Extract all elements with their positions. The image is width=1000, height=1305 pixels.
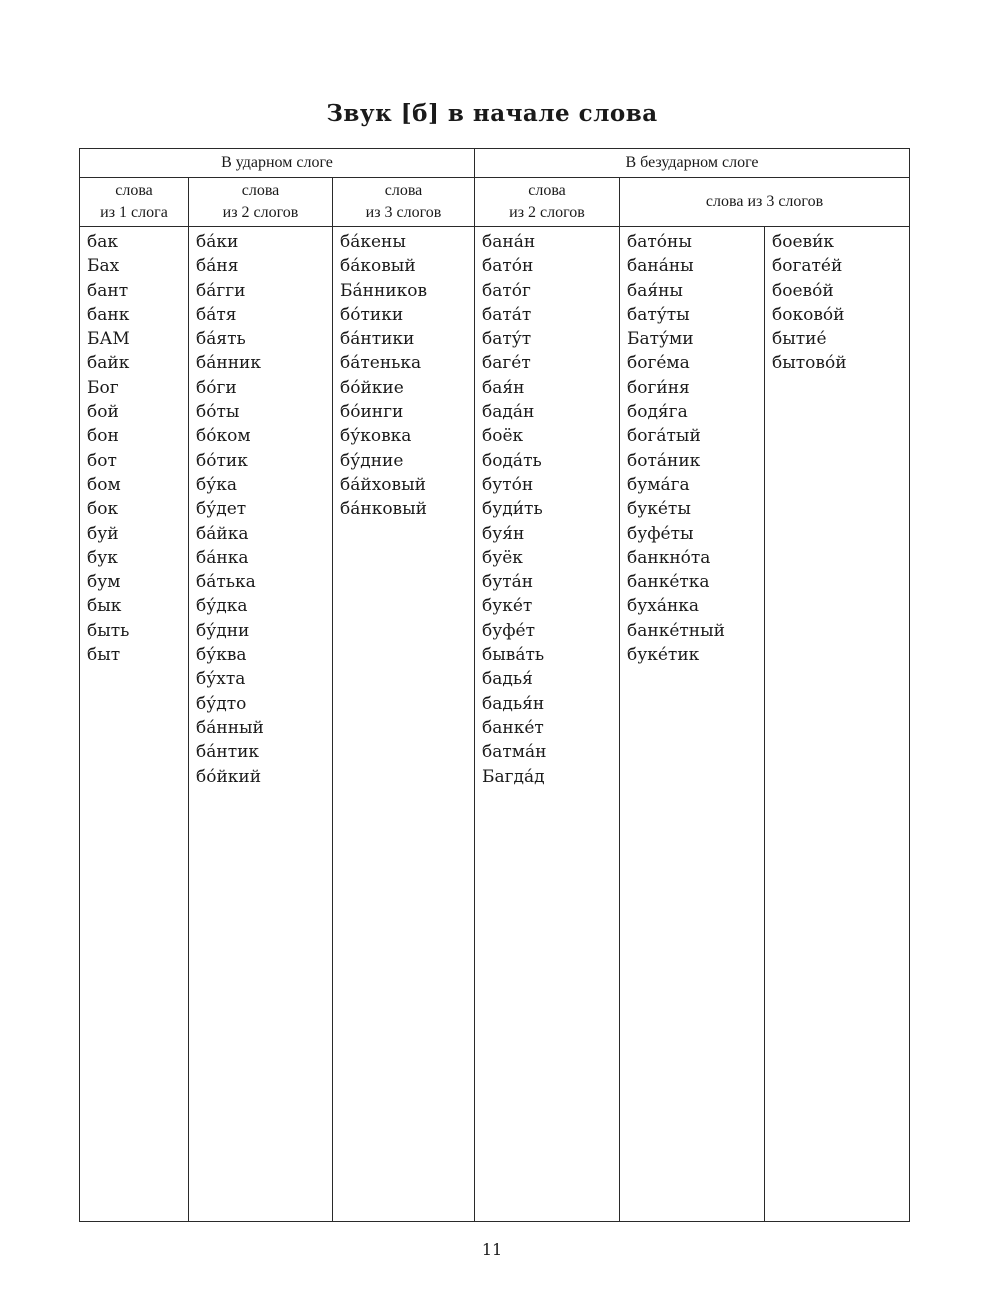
word-item: бога́тый: [627, 426, 701, 447]
word-item: Бах: [87, 256, 120, 277]
word-item: ба́гги: [196, 280, 246, 301]
word-item: банк: [87, 304, 130, 325]
word-item: бытие́: [772, 329, 827, 350]
word-item: бот: [87, 450, 117, 471]
header-line: слова: [241, 182, 280, 199]
words-table: [79, 148, 910, 1222]
word-item: бая́ны: [627, 280, 683, 301]
word-item: бо́ги: [196, 377, 237, 398]
word-item: бук: [87, 547, 118, 568]
word-item: бато́г: [482, 280, 531, 301]
word-item: ба́йка: [196, 523, 249, 544]
word-item: ба́нтик: [196, 742, 260, 763]
word-item: бык: [87, 596, 122, 617]
page-number: 11: [481, 1240, 503, 1259]
word-item: Бату́ми: [627, 329, 694, 350]
word-item: бату́ты: [627, 304, 690, 325]
word-item: бо́инги: [340, 402, 404, 423]
word-item: батма́н: [482, 742, 547, 763]
word-item: бадья́н: [482, 693, 545, 714]
words-row: [80, 227, 910, 1222]
word-item: боево́й: [772, 280, 834, 301]
word-item: бу́дто: [196, 693, 247, 714]
word-item: ба́нковый: [340, 499, 427, 520]
word-item: бана́н: [482, 232, 536, 252]
word-item: ба́ковый: [340, 256, 416, 277]
word-item: банке́тный: [627, 620, 725, 641]
word-item: бада́н: [482, 402, 535, 423]
stressed-3-syllables-column: [333, 227, 475, 1222]
word-item: бана́ны: [627, 256, 694, 277]
word-list: [765, 227, 909, 376]
word-item: бак: [87, 232, 118, 252]
word-list: [80, 227, 188, 667]
page-title: Звук [б] в начале слова: [326, 100, 658, 127]
word-item: банке́т: [482, 717, 544, 738]
word-item: бату́т: [482, 329, 532, 350]
stressed-syllable-header: В ударном слоге: [80, 149, 475, 178]
stressed-3-syllables-header: [333, 178, 475, 227]
word-item: БАМ: [87, 329, 130, 350]
word-item: бо́тики: [340, 304, 404, 325]
header-line: слова: [384, 182, 423, 199]
word-item: буй: [87, 523, 119, 544]
word-item: ба́йховый: [340, 474, 426, 495]
word-item: Багда́д: [482, 766, 545, 787]
header-line: из 2 слогов: [222, 204, 299, 221]
unstressed-3-syllables-column-b: [765, 227, 910, 1222]
word-item: ба́ня: [196, 256, 239, 277]
word-item: бытово́й: [772, 353, 847, 374]
word-item: бум: [87, 572, 121, 593]
word-item: бу́дет: [196, 499, 247, 520]
word-item: быт: [87, 645, 121, 666]
word-item: байк: [87, 353, 130, 374]
word-item: ба́тенька: [340, 353, 422, 374]
word-item: банкно́та: [627, 547, 711, 568]
word-item: буёк: [482, 547, 523, 568]
word-item: бу́дка: [196, 596, 248, 617]
word-item: ба́нка: [196, 547, 249, 568]
word-item: боёк: [482, 426, 524, 447]
word-item: бата́т: [482, 304, 532, 325]
word-item: бу́ква: [196, 645, 247, 666]
word-item: баге́т: [482, 353, 531, 374]
word-item: бо́ком: [196, 426, 251, 447]
word-item: буди́ть: [482, 499, 543, 520]
sub-header-row: [80, 178, 910, 227]
word-item: бато́н: [482, 256, 534, 277]
word-item: боги́ня: [627, 377, 690, 398]
word-item: бато́ны: [627, 232, 692, 252]
header-line: из 1 слога: [100, 204, 168, 221]
word-item: ба́нтики: [340, 329, 415, 350]
word-item: буто́н: [482, 474, 534, 495]
word-item: ба́нник: [196, 353, 261, 374]
word-item: буке́тик: [627, 645, 700, 666]
word-item: бая́н: [482, 377, 525, 398]
word-item: бо́тик: [196, 450, 248, 471]
word-list: [333, 227, 474, 522]
word-list: [189, 227, 332, 789]
word-item: Бог: [87, 377, 119, 398]
word-item: быть: [87, 620, 130, 641]
word-item: Ба́нников: [340, 280, 428, 301]
word-item: богате́й: [772, 256, 843, 277]
word-item: бом: [87, 474, 121, 495]
word-item: ба́кены: [340, 232, 406, 252]
word-list: [620, 227, 764, 667]
unstressed-2-syllables-header: [475, 178, 620, 227]
word-item: боеви́к: [772, 232, 835, 252]
word-item: буке́ты: [627, 499, 691, 520]
word-item: буфе́ты: [627, 523, 694, 544]
word-list: [475, 227, 619, 789]
word-item: бадья́: [482, 669, 533, 690]
word-item: бок: [87, 499, 119, 520]
word-item: бант: [87, 280, 129, 301]
word-item: ба́ки: [196, 232, 239, 252]
word-item: бума́га: [627, 474, 690, 495]
word-item: боково́й: [772, 304, 845, 325]
word-item: бу́дни: [196, 620, 250, 641]
word-item: бута́н: [482, 572, 534, 593]
unstressed-syllable-header: В безударном слоге: [475, 149, 910, 178]
unstressed-2-syllables-column: [475, 227, 620, 1222]
word-item: бу́дние: [340, 450, 404, 471]
word-item: бу́ка: [196, 474, 237, 495]
word-item: бода́ть: [482, 450, 542, 471]
header-line: из 3 слогов: [365, 204, 442, 221]
stressed-1-syllable-header: [80, 178, 189, 227]
stressed-2-syllables-header: [189, 178, 333, 227]
group-header-row: [80, 149, 910, 178]
word-item: ба́тька: [196, 572, 256, 593]
word-item: бу́ковка: [340, 426, 412, 447]
word-item: ба́нный: [196, 717, 264, 738]
word-item: бой: [87, 402, 119, 423]
word-item: буке́т: [482, 596, 533, 617]
header-line: слова: [528, 182, 566, 199]
word-item: бон: [87, 426, 119, 447]
unstressed-3-syllables-header: слова из 3 слогов: [620, 178, 910, 227]
word-item: боге́ма: [627, 353, 690, 374]
stressed-1-syllable-column: [80, 227, 189, 1222]
stressed-2-syllables-column: [189, 227, 333, 1222]
word-item: бо́йкий: [196, 766, 262, 787]
word-item: бо́ты: [196, 402, 240, 423]
word-item: буя́н: [482, 523, 525, 544]
word-item: буха́нка: [627, 596, 700, 617]
word-item: банке́тка: [627, 572, 710, 593]
word-item: быва́ть: [482, 645, 545, 666]
word-item: бодя́га: [627, 402, 688, 423]
word-item: бу́хта: [196, 669, 246, 690]
unstressed-3-syllables-column-a: [620, 227, 765, 1222]
word-item: ба́тя: [196, 304, 237, 325]
header-line: слова: [115, 182, 153, 199]
word-item: бо́йкие: [340, 377, 404, 398]
word-item: буфе́т: [482, 620, 536, 641]
word-item: бота́ник: [627, 450, 701, 471]
header-line: из 2 слогов: [509, 204, 585, 221]
word-item: ба́ять: [196, 329, 246, 350]
